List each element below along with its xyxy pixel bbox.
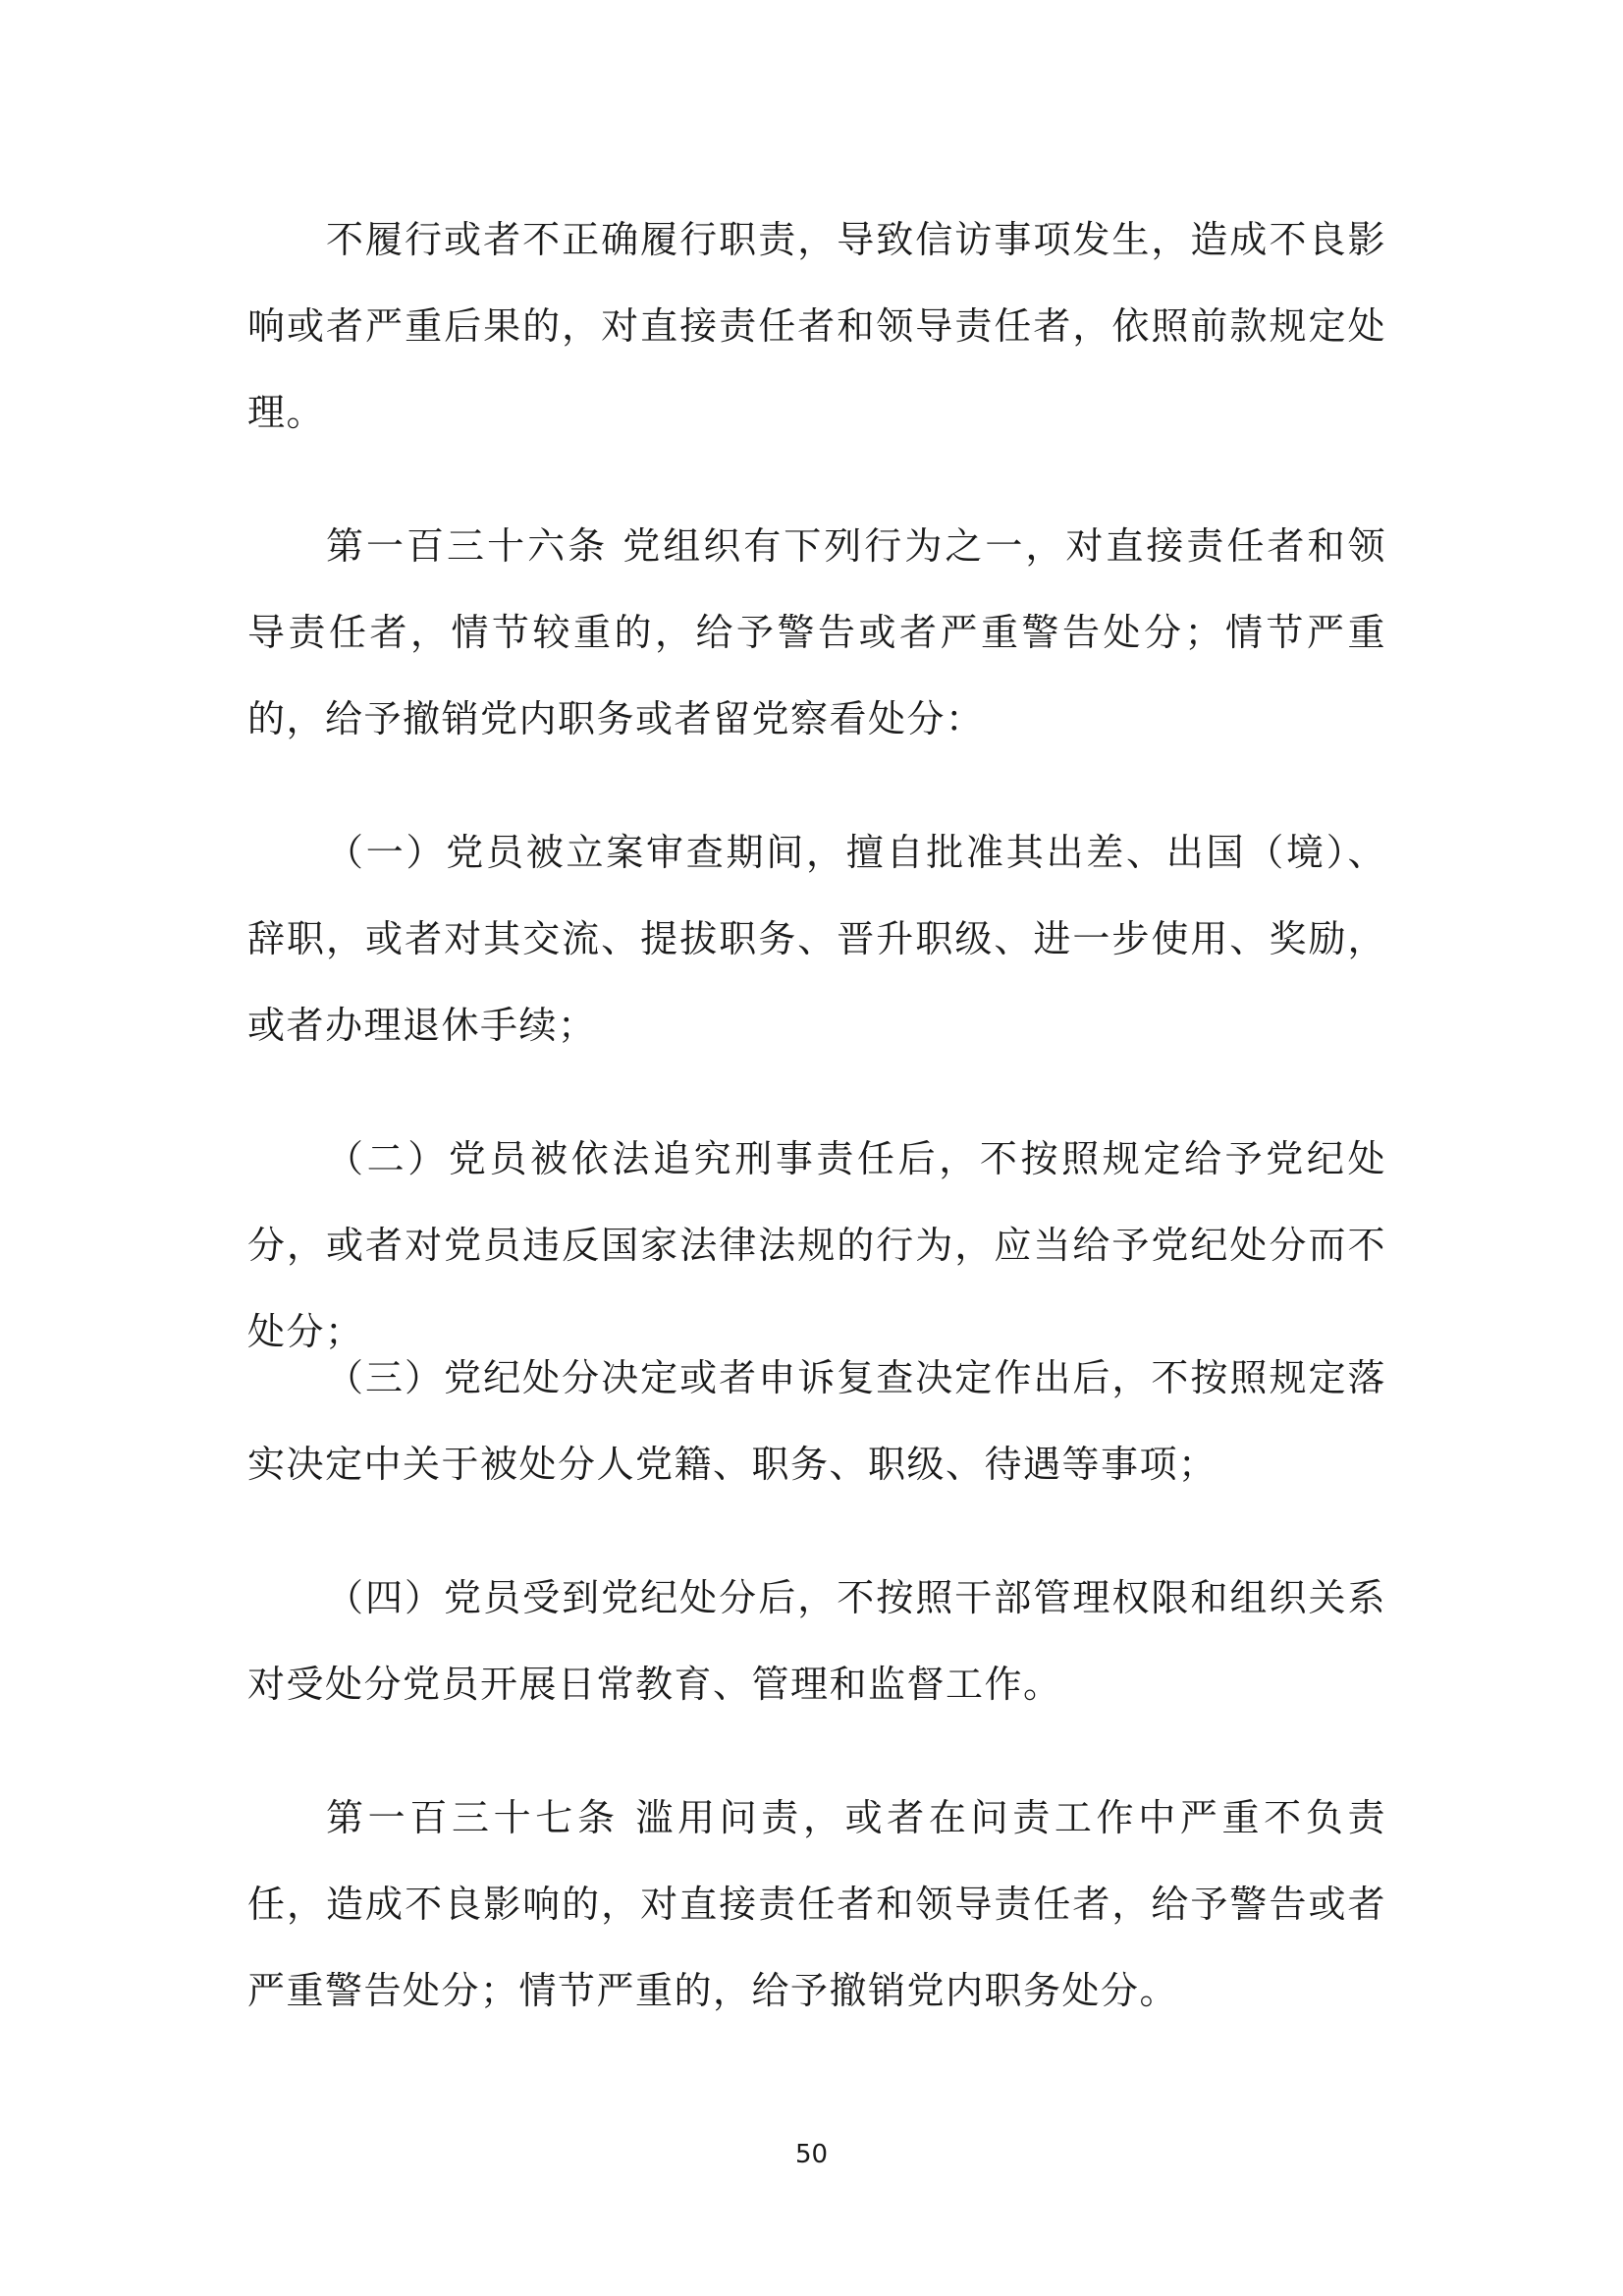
paragraph-item-1: （一）党员被立案审查期间，擅自批准其出差、出国（境）、辞职，或者对其交流、提拔职务、晋升职级、进一步使用、奖励，或者办理退休手续； [247,831,1386,1047]
paragraph-item-2: （二）党员被依法追究刑事责任后，不按照规定给予党纪处分，或者对党员违反国家法律法规的行为，应当给予党纪处分而不处分； [247,1137,1386,1353]
paragraph-item-4: （四）党员受到党纪处分后，不按照干部管理权限和组织关系对受处分党员开展日常教育、管理和监督工作。 [247,1576,1386,1706]
paragraph-article-136: 第一百三十六条 党组织有下列行为之一，对直接责任者和领导责任者，情节较重的，给予警告或者严重警告处分；情节严重的，给予撤销党内职务或者留党察看处分： [247,524,1386,740]
paragraph-article-137: 第一百三十七条 滥用问责，或者在问责工作中严重不负责任，造成不良影响的，对直接责任者和领导责任者，给予警告或者严重警告处分；情节严重的，给予撤销党内职务处分。 [247,1796,1386,2012]
page-number: 50 [794,2140,829,2169]
paragraph-item-3: （三）党纪处分决定或者申诉复查决定作出后，不按照规定落实决定中关于被处分人党籍、职务、职级、待遇等事项； [247,1356,1386,1486]
paragraph-accountability-petition: 不履行或者不正确履行职责，导致信访事项发生，造成不良影响或者严重后果的，对直接责任者和领导责任者，依照前款规定处理。 [247,218,1386,434]
